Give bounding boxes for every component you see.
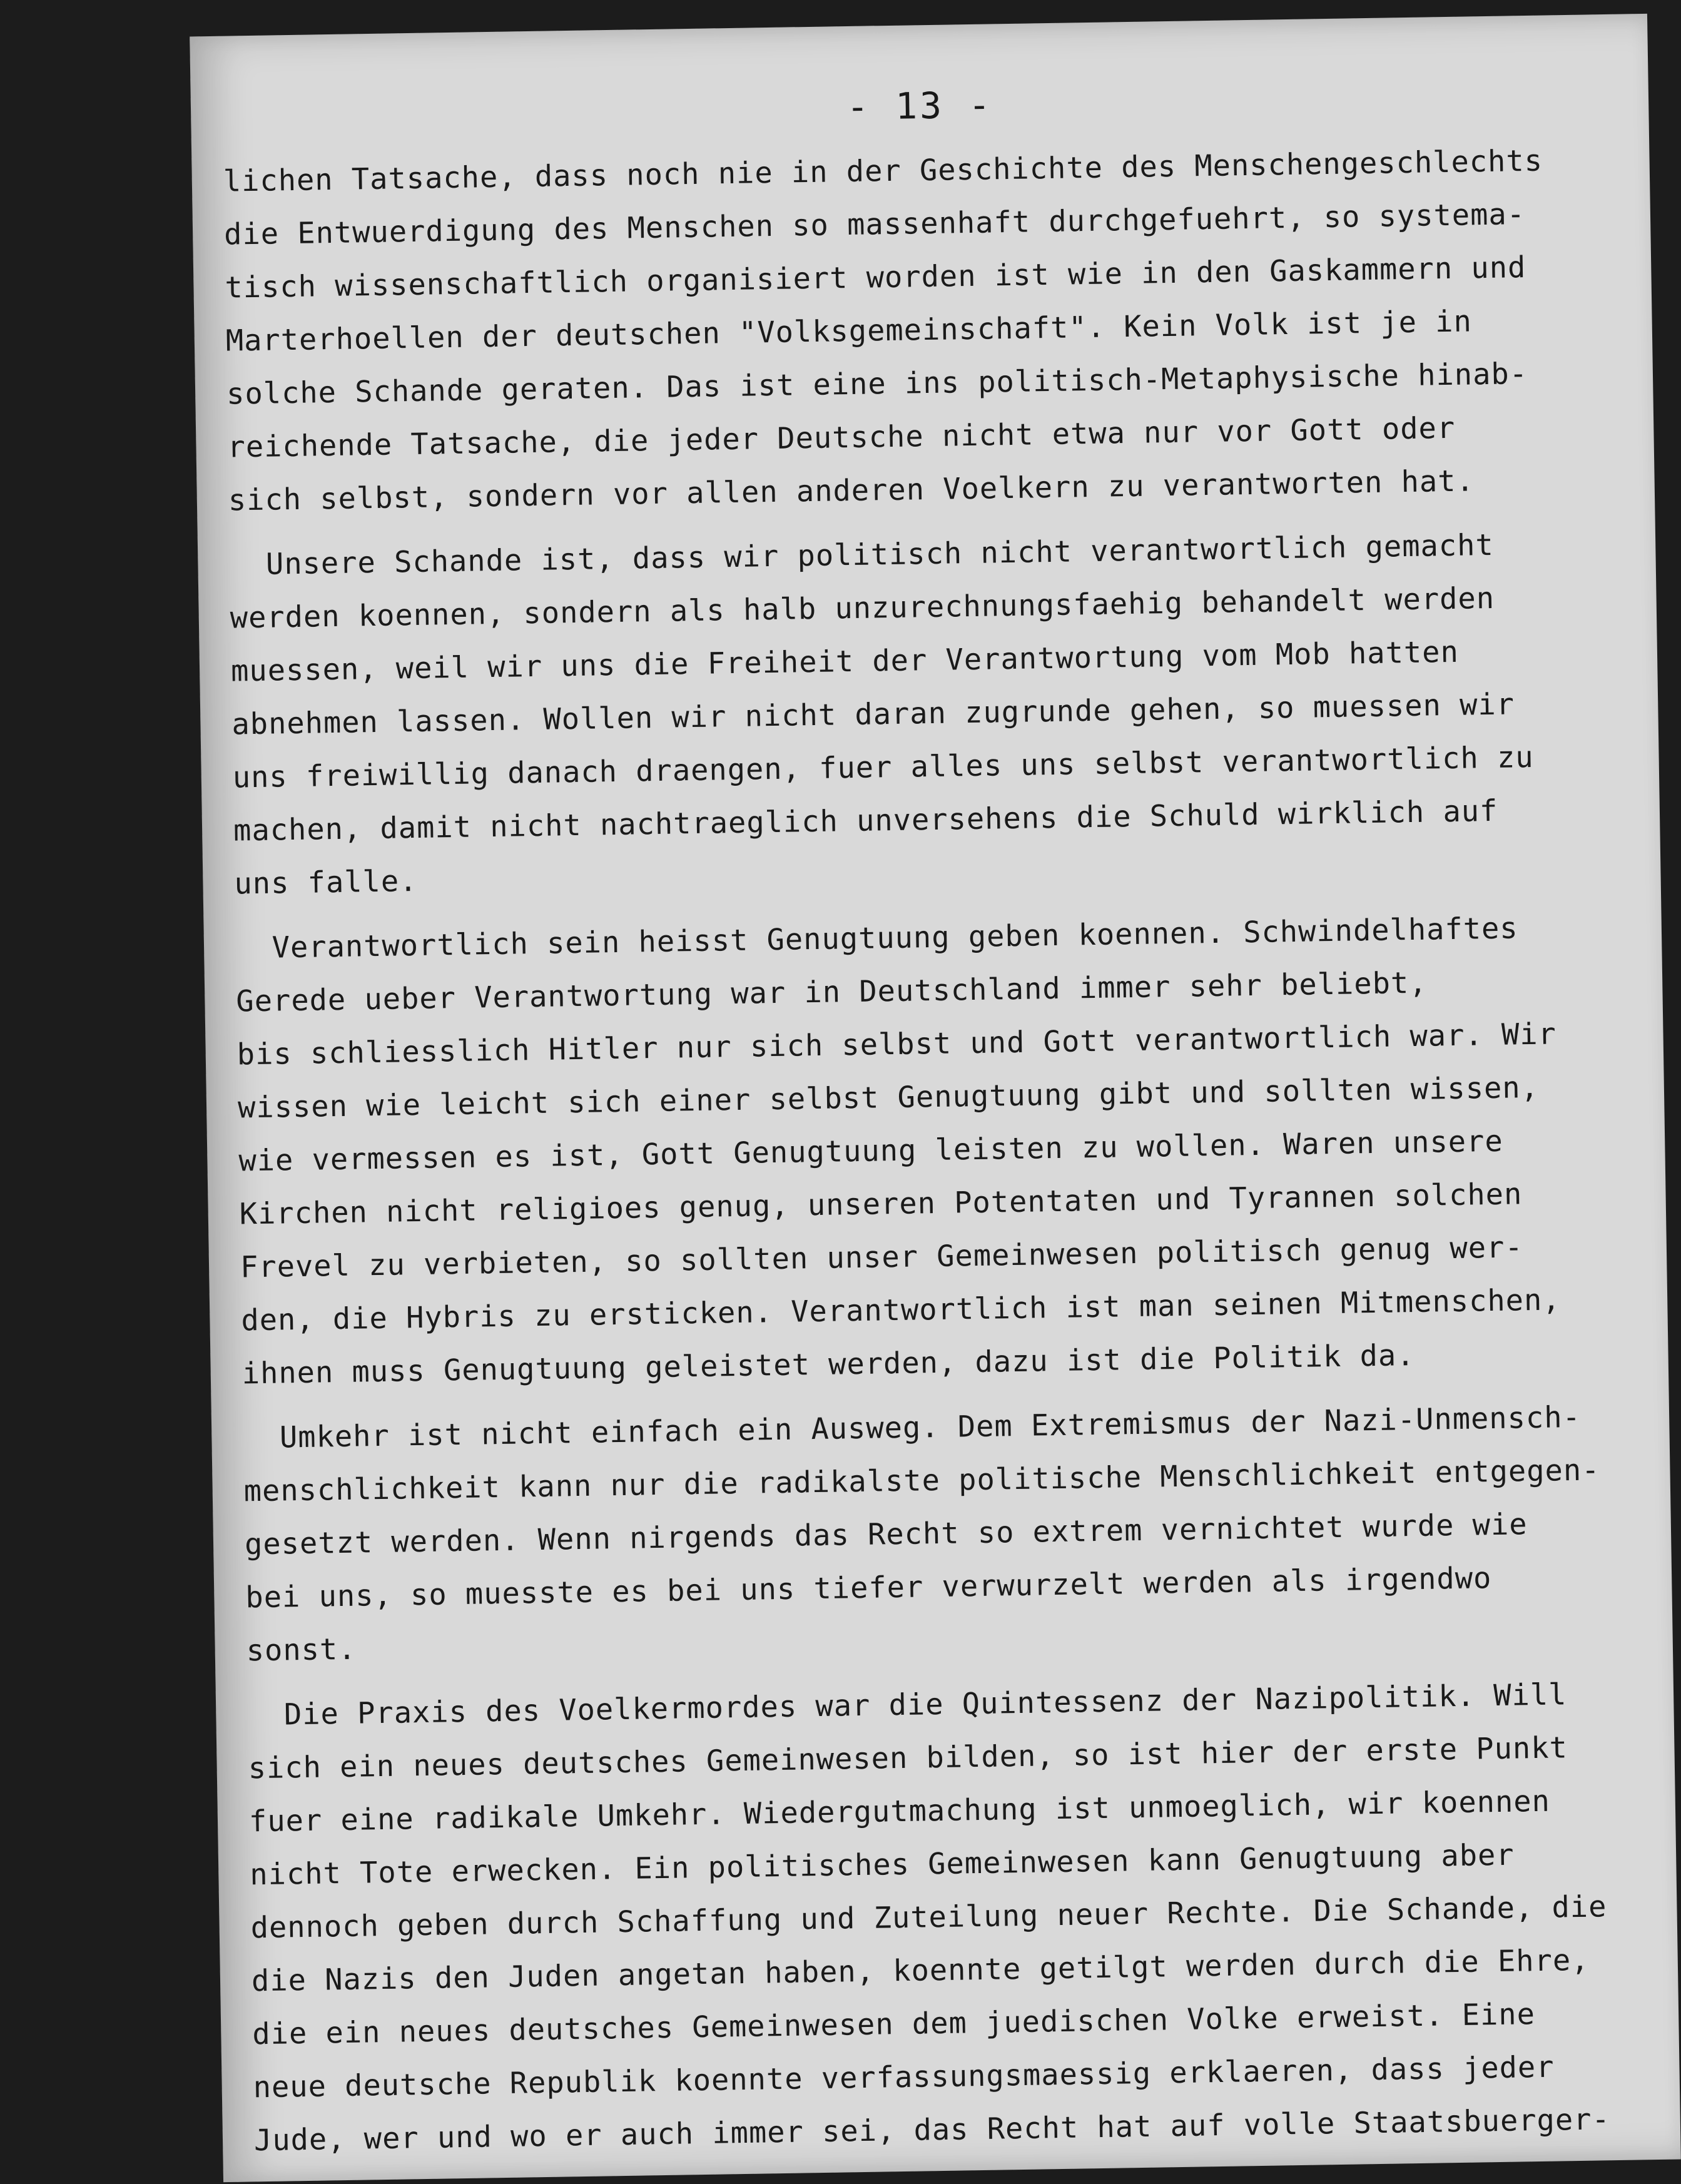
paragraph <box>247 1667 1656 2167</box>
typewritten-page <box>190 14 1681 2182</box>
text-line: werden koennen, sondern als halb unzurechnungsfaehig behandelt werden <box>230 581 1495 636</box>
text-line: sonst. <box>246 1632 357 1668</box>
text-line: Kirchen nicht religioes genug, unseren Potentaten und Tyrannen solchen <box>239 1177 1523 1232</box>
text-line: Marterhoellen der deutschen "Volksgemeinschaft". Kein Volk ist je in <box>225 304 1473 358</box>
body-text <box>223 133 1655 2168</box>
text-line: machen, damit nicht nachtraeglich unversehens die Schuld wirklich auf <box>233 793 1498 848</box>
text-line: die Entwuerdigung des Menschen so massenhaft durchgefuehrt, so systema- <box>223 197 1526 252</box>
text-line: muessen, weil wir uns die Freiheit der Verantwortung vom Mob hatten <box>230 634 1460 689</box>
text-line: neue deutsche Republik koennte verfassungsmaessig erklaeren, dass jeder <box>253 2049 1555 2105</box>
paragraph <box>243 1389 1648 1677</box>
text-line: sich ein neues deutsches Gemeinwesen bilden, so ist hier der erste Punkt <box>248 1730 1568 1786</box>
paragraph <box>235 900 1643 1400</box>
text-line: bei uns, so muesste es bei uns tiefer verwurzelt werden als irgendwo <box>245 1561 1492 1615</box>
text-line: Gerede ueber Verantwortung war in Deutschland immer sehr beliebt, <box>236 965 1428 1019</box>
text-line: uns freiwillig danach draengen, fuer alles uns selbst verantwortlich zu <box>232 739 1535 795</box>
text-line: reichende Tatsache, die jeder Deutsche nicht etwa nur vor Gott oder <box>227 410 1456 465</box>
text-line: Unsere Schande ist, dass wir politisch nicht verantwortlich gemacht <box>229 527 1495 582</box>
text-line: wissen wie leicht sich einer selbst Genugtuung gibt und sollten wissen, <box>237 1070 1540 1125</box>
text-line: fuer eine radikale Umkehr. Wiedergutmachung ist unmoeglich, wir koennen <box>248 1784 1551 1839</box>
text-line: ihnen muss Genugtuung geleistet werden, dazu ist die Politik da. <box>241 1338 1415 1391</box>
text-line: bis schliesslich Hitler nur sich selbst und Gott verantwortlich war. Wir <box>236 1017 1557 1072</box>
text-line: nicht Tote erwecken. Ein politisches Gemeinwesen kann Genugtuung aber <box>249 1837 1515 1892</box>
text-line: Verantwortlich sein heisst Genugtuung geben koennen. Schwindelhaftes <box>235 911 1519 966</box>
text-line: solche Schande geraten. Das ist eine ins politisch-Metaphysische hinab- <box>226 356 1528 412</box>
text-line: lichen Tatsache, dass noch nie in der Geschichte des Menschengeschlechts <box>223 143 1543 199</box>
text-line: Jude, wer und wo er auch immer sei, das Recht hat auf volle Staatsbuerger- <box>253 2102 1611 2158</box>
text-line: die Nazis den Juden angetan haben, koennte getilgt werden durch die Ehre, <box>251 1943 1590 1999</box>
page-number: - 13 - <box>846 83 993 129</box>
paragraph <box>223 133 1630 527</box>
text-line: sich selbst, sondern vor allen anderen Voelkern zu verantworten hat. <box>228 464 1475 518</box>
text-line: den, die Hybris zu ersticken. Verantwortlich ist man seinen Mitmenschen, <box>241 1282 1561 1338</box>
text-line: tisch wissenschaftlich organisiert worden ist wie in den Gaskammern und <box>225 250 1526 305</box>
text-line: uns falle. <box>234 863 418 902</box>
text-line: Umkehr ist nicht einfach ein Ausweg. Dem Extremismus der Nazi-Unmensch- <box>242 1399 1582 1456</box>
paragraph <box>229 516 1636 910</box>
text-line: wie vermessen es ist, Gott Genugtuung leisten zu wollen. Waren unsere <box>238 1124 1504 1179</box>
text-line: dennoch geben durch Schaffung und Zuteilung neuer Rechte. Die Schande, die <box>250 1889 1607 1946</box>
text-line: Die Praxis des Voelkermordes war die Quintessenz der Nazipolitik. Will <box>246 1677 1567 1733</box>
text-line: Frevel zu verbieten, so sollten unser Gemeinwesen politisch genug wer- <box>240 1230 1524 1285</box>
text-line: abnehmen lassen. Wollen wir nicht daran zugrunde gehen, so muessen wir <box>231 687 1515 742</box>
text-line: gesetzt werden. Wenn nirgends das Recht so extrem vernichtet wurde wie <box>244 1507 1528 1562</box>
text-line: menschlichkeit kann nur die radikalste politische Menschlichkeit entgegen- <box>243 1453 1600 1509</box>
text-line: die ein neues deutsches Gemeinwesen dem juedischen Volke erweist. Eine <box>251 1997 1536 2052</box>
